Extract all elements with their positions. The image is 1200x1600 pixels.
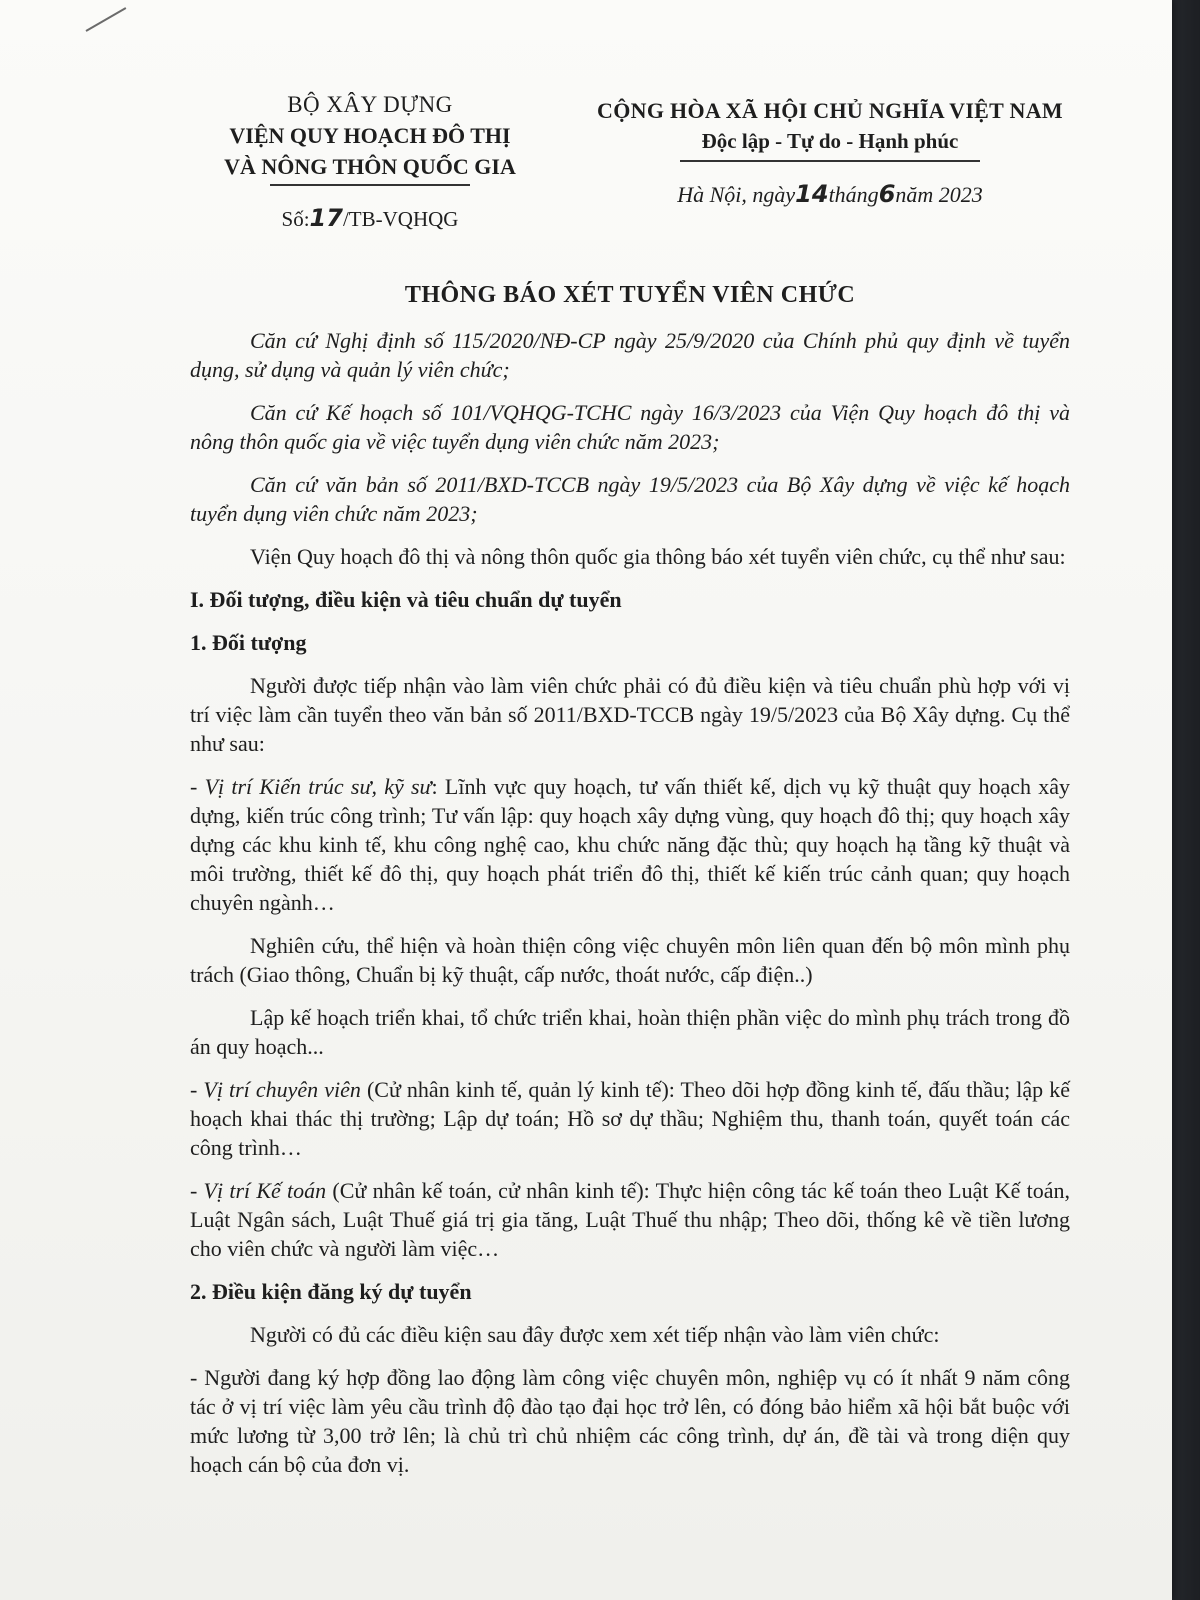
month-label: tháng [828,182,879,207]
architect-text: : Lĩnh vực quy hoạch, tư vấn thiết kế, dịch vụ kỹ thuật quy hoạch xây dựng, kiến trúc công trình; Tư vấn lập: quy hoạch xây dựng vùng, quy hoạch đô thị; quy hoạch xây dựng các khu kinh tế, khu công nghệ cao, khu chức năng đặc thù; quy hoạch hạ tầng kỹ thuật và môi trường, thiết kế đô thị, quy hoạch phát triển đô thị, thiết kế kiến trúc cảnh quan; quy hoạch chuyên ngành… [190,774,1070,915]
condition-item: - Người đang ký hợp đồng lao động làm công việc chuyên môn, nghiệp vụ có ít nhất 9 năm công tác ở vị trí việc làm yêu cầu trình độ đào tạo đại học trở lên, có đóng bảo hiểm xã hội bắt buộc với mức lương từ 3,00 trở lên; là chủ trì chủ nhiệm các công trình, dự án, đề tài và trong diện quy hoạch cán bộ của đơn vị. [190,1365,1070,1477]
national-header [560,96,1100,208]
specialist-position [190,1075,1070,1162]
document-date [560,180,1100,208]
target-paragraph: Người được tiếp nhận vào làm viên chức phải có đủ điều kiện và tiêu chuẩn phù hợp với vị trí việc làm cần tuyển theo văn bản số 2011/BXD-TCCB ngày 19/5/2023 của Bộ Xây dựng. Cụ thể như sau: [190,673,1070,756]
national-motto: Độc lập - Tự do - Hạnh phúc [701,129,959,153]
planning-paragraph: Lập kế hoạch triển khai, tổ chức triển khai, hoàn thiện phần việc do mình phụ trách trong đồ án quy hoạch... [190,1005,1070,1059]
conditions-intro: Người có đủ các điều kiện sau đây được xem xét tiếp nhận vào làm viên chức: [250,1322,940,1347]
issuer-header [190,90,550,232]
preamble-1: Căn cứ Nghị định số 115/2020/NĐ-CP ngày 25/9/2020 của Chính phủ quy định về tuyển dụng, sử dụng và quản lý viên chức; [190,328,1070,382]
number-handwritten: 17 [309,204,343,232]
motto-underline [680,160,980,162]
intro-paragraph: Viện Quy hoạch đô thị và nông thôn quốc gia thông báo xét tuyển viên chức, cụ thể như sau: [250,544,1066,569]
preamble-3: Căn cứ văn bản số 2011/BXD-TCCB ngày 19/5/2023 của Bộ Xây dựng về việc kế hoạch tuyển dụng viên chức năm 2023; [190,472,1070,526]
accountant-text: (Cử nhân kế toán, cử nhân kinh tế): Thực hiện công tác kế toán theo Luật Kế toán, Luật Ngân sách, Luật Thuế giá trị gia tăng, Luật Thuế thu nhập; Theo dõi, thống kê về tiền lương cho viên chức và người làm việc… [190,1178,1071,1261]
specialist-text: (Cử nhân kinh tế, quản lý kinh tế): Theo dõi hợp đồng kinh tế, đấu thầu; lập kế hoạch khai thác thị trường; Lập dự toán; Hồ sơ dự thầu; Nghiệm thu, thanh toán, quyết toán các công trình… [190,1077,1070,1160]
document-title: THÔNG BÁO XÉT TUYỂN VIÊN CHỨC [404,282,856,308]
pen-mark [86,7,127,32]
subsection-1-heading: 1. Đối tượng [190,630,307,655]
document-body [190,326,1070,1493]
section-1-heading: I. Đối tượng, điều kiện và tiêu chuẩn dự tuyển [190,587,622,612]
issuer-underline [270,184,470,186]
number-suffix: /TB-VQHQG [342,207,459,231]
day-handwritten: 14 [795,180,829,208]
ministry-name: BỘ XÂY DỰNG [287,92,453,117]
institute-name-line1: VIỆN QUY HOẠCH ĐÔ THỊ [229,123,511,148]
architect-label: - Vị trí Kiến trúc sư, kỹ sư [190,774,432,799]
architect-position [190,772,1070,917]
document-number [190,204,550,232]
accountant-label: - Vị trí Kế toán [190,1178,327,1203]
research-paragraph: Nghiên cứu, thể hiện và hoàn thiện công việc chuyên môn liên quan đến bộ môn mình phụ trách (Giao thông, Chuẩn bị kỹ thuật, cấp nước, thoát nước, cấp điện..) [190,933,1070,987]
subsection-2-heading: 2. Điều kiện đăng ký dự tuyển [190,1279,472,1304]
accountant-position [190,1176,1070,1263]
specialist-label: - Vị trí chuyên viên [190,1077,361,1102]
date-prefix: Hà Nội, ngày [677,182,796,207]
preamble-2: Căn cứ Kế hoạch số 101/VQHQG-TCHC ngày 16/3/2023 của Viện Quy hoạch đô thị và nông thôn quốc gia về việc tuyển dụng viên chức năm 2023; [190,400,1070,454]
country-name: CỘNG HÒA XÃ HỘI CHỦ NGHĨA VIỆT NAM [597,98,1063,123]
month-handwritten: 6 [878,180,896,208]
year-label: năm 2023 [895,182,983,207]
institute-name-line2: VÀ NÔNG THÔN QUỐC GIA [224,154,516,179]
number-prefix: Số: [281,207,310,231]
